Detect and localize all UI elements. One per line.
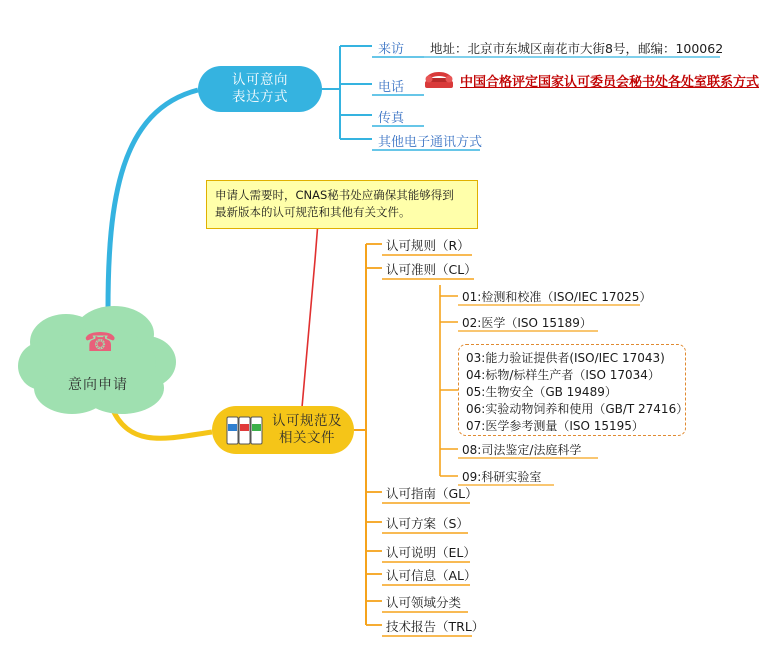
doc-type-rules[interactable]: 认可规则（R） [386, 238, 470, 253]
doc-type-information[interactable]: 认可信息（AL） [386, 568, 477, 583]
criteria-item-02[interactable]: 02:医学（ISO 15189） [462, 316, 592, 330]
criteria-item-08[interactable]: 08:司法鉴定/法庭科学 [462, 443, 582, 457]
branch-expression-label-line2: 表达方式 [232, 89, 288, 105]
branch-norms-node[interactable] [212, 406, 354, 454]
child-visit[interactable]: 来访 [378, 42, 405, 57]
note-box [206, 180, 478, 229]
note-line1: 申请人需要时，CNAS秘书处应确保其能够得到 [215, 188, 454, 202]
criteria-item-09[interactable]: 09:科研实验室 [462, 470, 542, 484]
root-label: 意向申请 [68, 377, 128, 393]
doc-type-field-classification[interactable]: 认可领域分类 [386, 595, 462, 610]
child-telephone[interactable]: 电话 [378, 80, 405, 95]
criteria-item-07[interactable]: 07:医学参考测量（ISO 15195） [466, 419, 644, 433]
criteria-item-05[interactable]: 05:生物安全（GB 19489） [466, 385, 617, 399]
telephone-icon [424, 68, 454, 90]
doc-type-scheme[interactable]: 认可方案（S） [386, 516, 469, 531]
note-line2: 最新版本的认可规范和其他有关文件。 [215, 205, 411, 219]
phone-icon: ☎ [84, 328, 117, 358]
branch-norms-label-line2: 相关文件 [279, 430, 335, 446]
folders-icon [226, 415, 268, 445]
criteria-item-01[interactable]: 01:检测和校准（ISO/IEC 17025） [462, 290, 652, 304]
doc-type-explanation[interactable]: 认可说明（EL） [386, 545, 476, 560]
contact-link[interactable]: 中国合格评定国家认可委员会秘书处各处室联系方式 [460, 75, 760, 90]
criteria-item-04[interactable]: 04:标物/标样生产者（ISO 17034） [466, 368, 660, 382]
child-fax[interactable]: 传真 [378, 111, 405, 126]
criteria-item-06[interactable]: 06:实验动物饲养和使用（GB/T 27416） [466, 402, 689, 416]
criteria-item-03[interactable]: 03:能力验证提供者(ISO/IEC 17043) [466, 351, 665, 365]
child-other-electronic[interactable]: 其他电子通讯方式 [378, 135, 483, 150]
branch-expression-label-line1: 认可意向 [232, 72, 288, 88]
contact-address: 地址：北京市东城区南花市大街8号，邮编：100062 [430, 41, 724, 56]
root-node[interactable] [18, 300, 178, 418]
cloud-shape [18, 300, 178, 418]
doc-type-criteria[interactable]: 认可准则（CL） [386, 262, 477, 277]
branch-expression-node[interactable] [198, 66, 322, 112]
branch-norms-label-line1: 认可规范及 [272, 413, 342, 429]
doc-type-guide[interactable]: 认可指南（GL） [386, 486, 478, 501]
branch-norms-label [272, 413, 342, 447]
doc-type-technical-report[interactable]: 技术报告（TRL） [386, 619, 485, 634]
